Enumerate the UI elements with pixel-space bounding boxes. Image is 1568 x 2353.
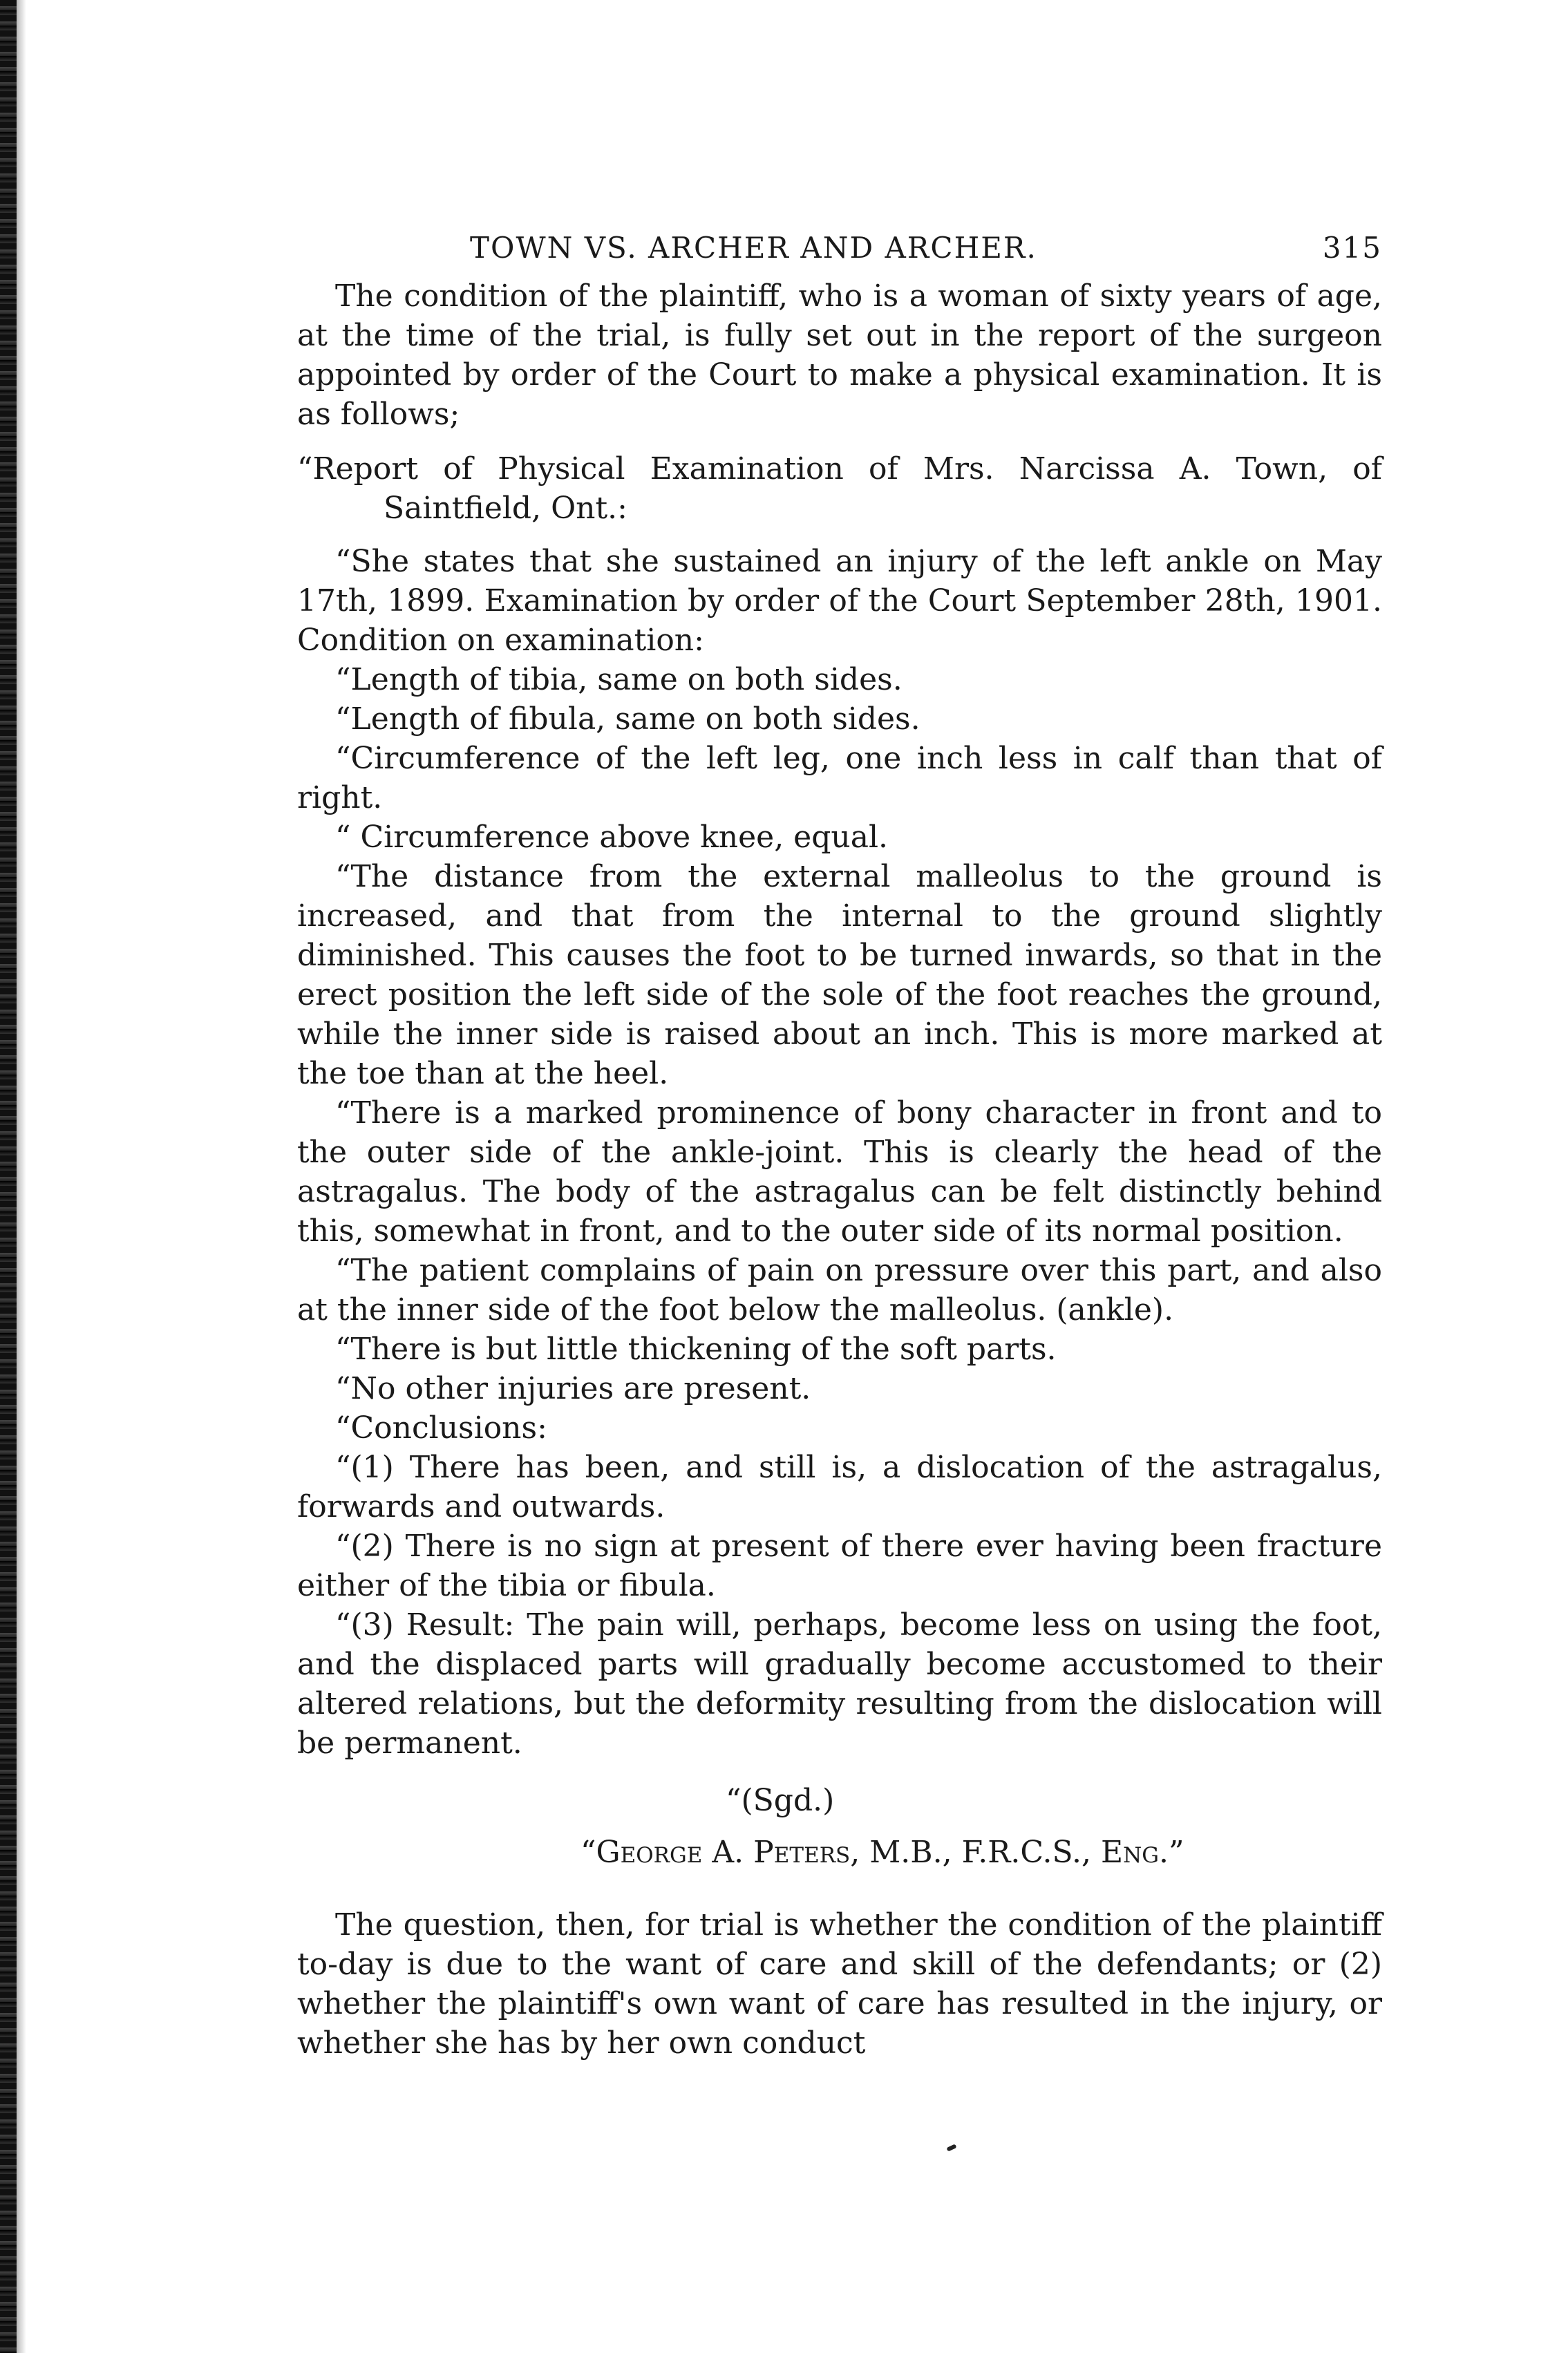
gutter-edge bbox=[17, 0, 26, 2353]
report-line: “The patient complains of pain on pressure over this part, and also at the inner side of the foot below the malleolus. (ankle). bbox=[297, 1253, 1382, 1327]
report-line: “ Circumference above knee, equal. bbox=[335, 820, 889, 855]
ink-mark bbox=[946, 2144, 956, 2151]
report-line: “Length of tibia, same on both sides. bbox=[335, 662, 903, 697]
report-body bbox=[297, 542, 1382, 1763]
report-line: “Length of fibula, same on both sides. bbox=[335, 701, 920, 737]
report-line: “The distance from the external malleolus to the ground is increased, and that from the internal to the ground slightly diminished. This causes the foot to be turned inwards, so that in the erect position the left side of the sole of the foot reaches the ground, while the inner side is raised about an inch. This is more marked at the toe than at the heel. bbox=[297, 859, 1382, 1091]
report-line: “There is a marked prominence of bony character in front and to the outer side of the ankle-joint. This is clearly the head of the astragalus. The body of the astragalus can be felt distinctly behind this, somewhat in front, and to the outer side of its normal position. bbox=[297, 1095, 1382, 1249]
report-title: “Report of Physical Examination of Mrs. Narcissa A. Town, of Saintfield, Ont.: bbox=[297, 451, 1382, 526]
report-line: “No other injuries are present. bbox=[335, 1371, 811, 1406]
book-page bbox=[297, 228, 1382, 2063]
signature-name: “George A. Peters, M.B., F.R.C.S., Eng.” bbox=[580, 1835, 1184, 1870]
report-line: “(2) There is no sign at present of there ever having been fracture either of the tibia or fibula. bbox=[297, 1529, 1382, 1603]
report-line: “Circumference of the left leg, one inch less in calf than that of right. bbox=[297, 741, 1382, 815]
page-header bbox=[297, 228, 1382, 276]
report-line: “(1) There has been, and still is, a dislocation of the astragalus, forwards and outwards. bbox=[297, 1450, 1382, 1524]
signature-sgd: “(Sgd.) bbox=[726, 1783, 835, 1818]
closing-paragraph: The question, then, for trial is whether the condition of the plaintiff to-day is due to the want of care and skill of the defendants; or (2) whether the plaintiff's own want of care has resulted in the injury, or whether she has by her own conduct bbox=[297, 1907, 1382, 2061]
page-number: 315 bbox=[1322, 231, 1382, 265]
intro-paragraph: The condition of the plaintiff, who is a woman of sixty years of age, at the time of the trial, is fully set out in the report of the surgeon appointed by order of the Court to make a physical examination. It is as follows; bbox=[297, 278, 1382, 432]
report-line: “There is but little thickening of the soft parts. bbox=[335, 1332, 1057, 1367]
running-head: TOWN VS. ARCHER AND ARCHER. bbox=[470, 231, 1037, 265]
book-spine-shadow bbox=[0, 0, 17, 2353]
report-line: “Conclusions: bbox=[335, 1410, 547, 1446]
report-line: “(3) Result: The pain will, perhaps, become less on using the foot, and the displaced parts will gradually become accustomed to their altered relations, but the deformity resulting from the dislocation will be permanent. bbox=[297, 1607, 1382, 1761]
report-line: “She states that she sustained an injury of the left ankle on May 17th, 1899. Examination by order of the Court September 28th, 1901. Condition on examination: bbox=[297, 544, 1382, 658]
